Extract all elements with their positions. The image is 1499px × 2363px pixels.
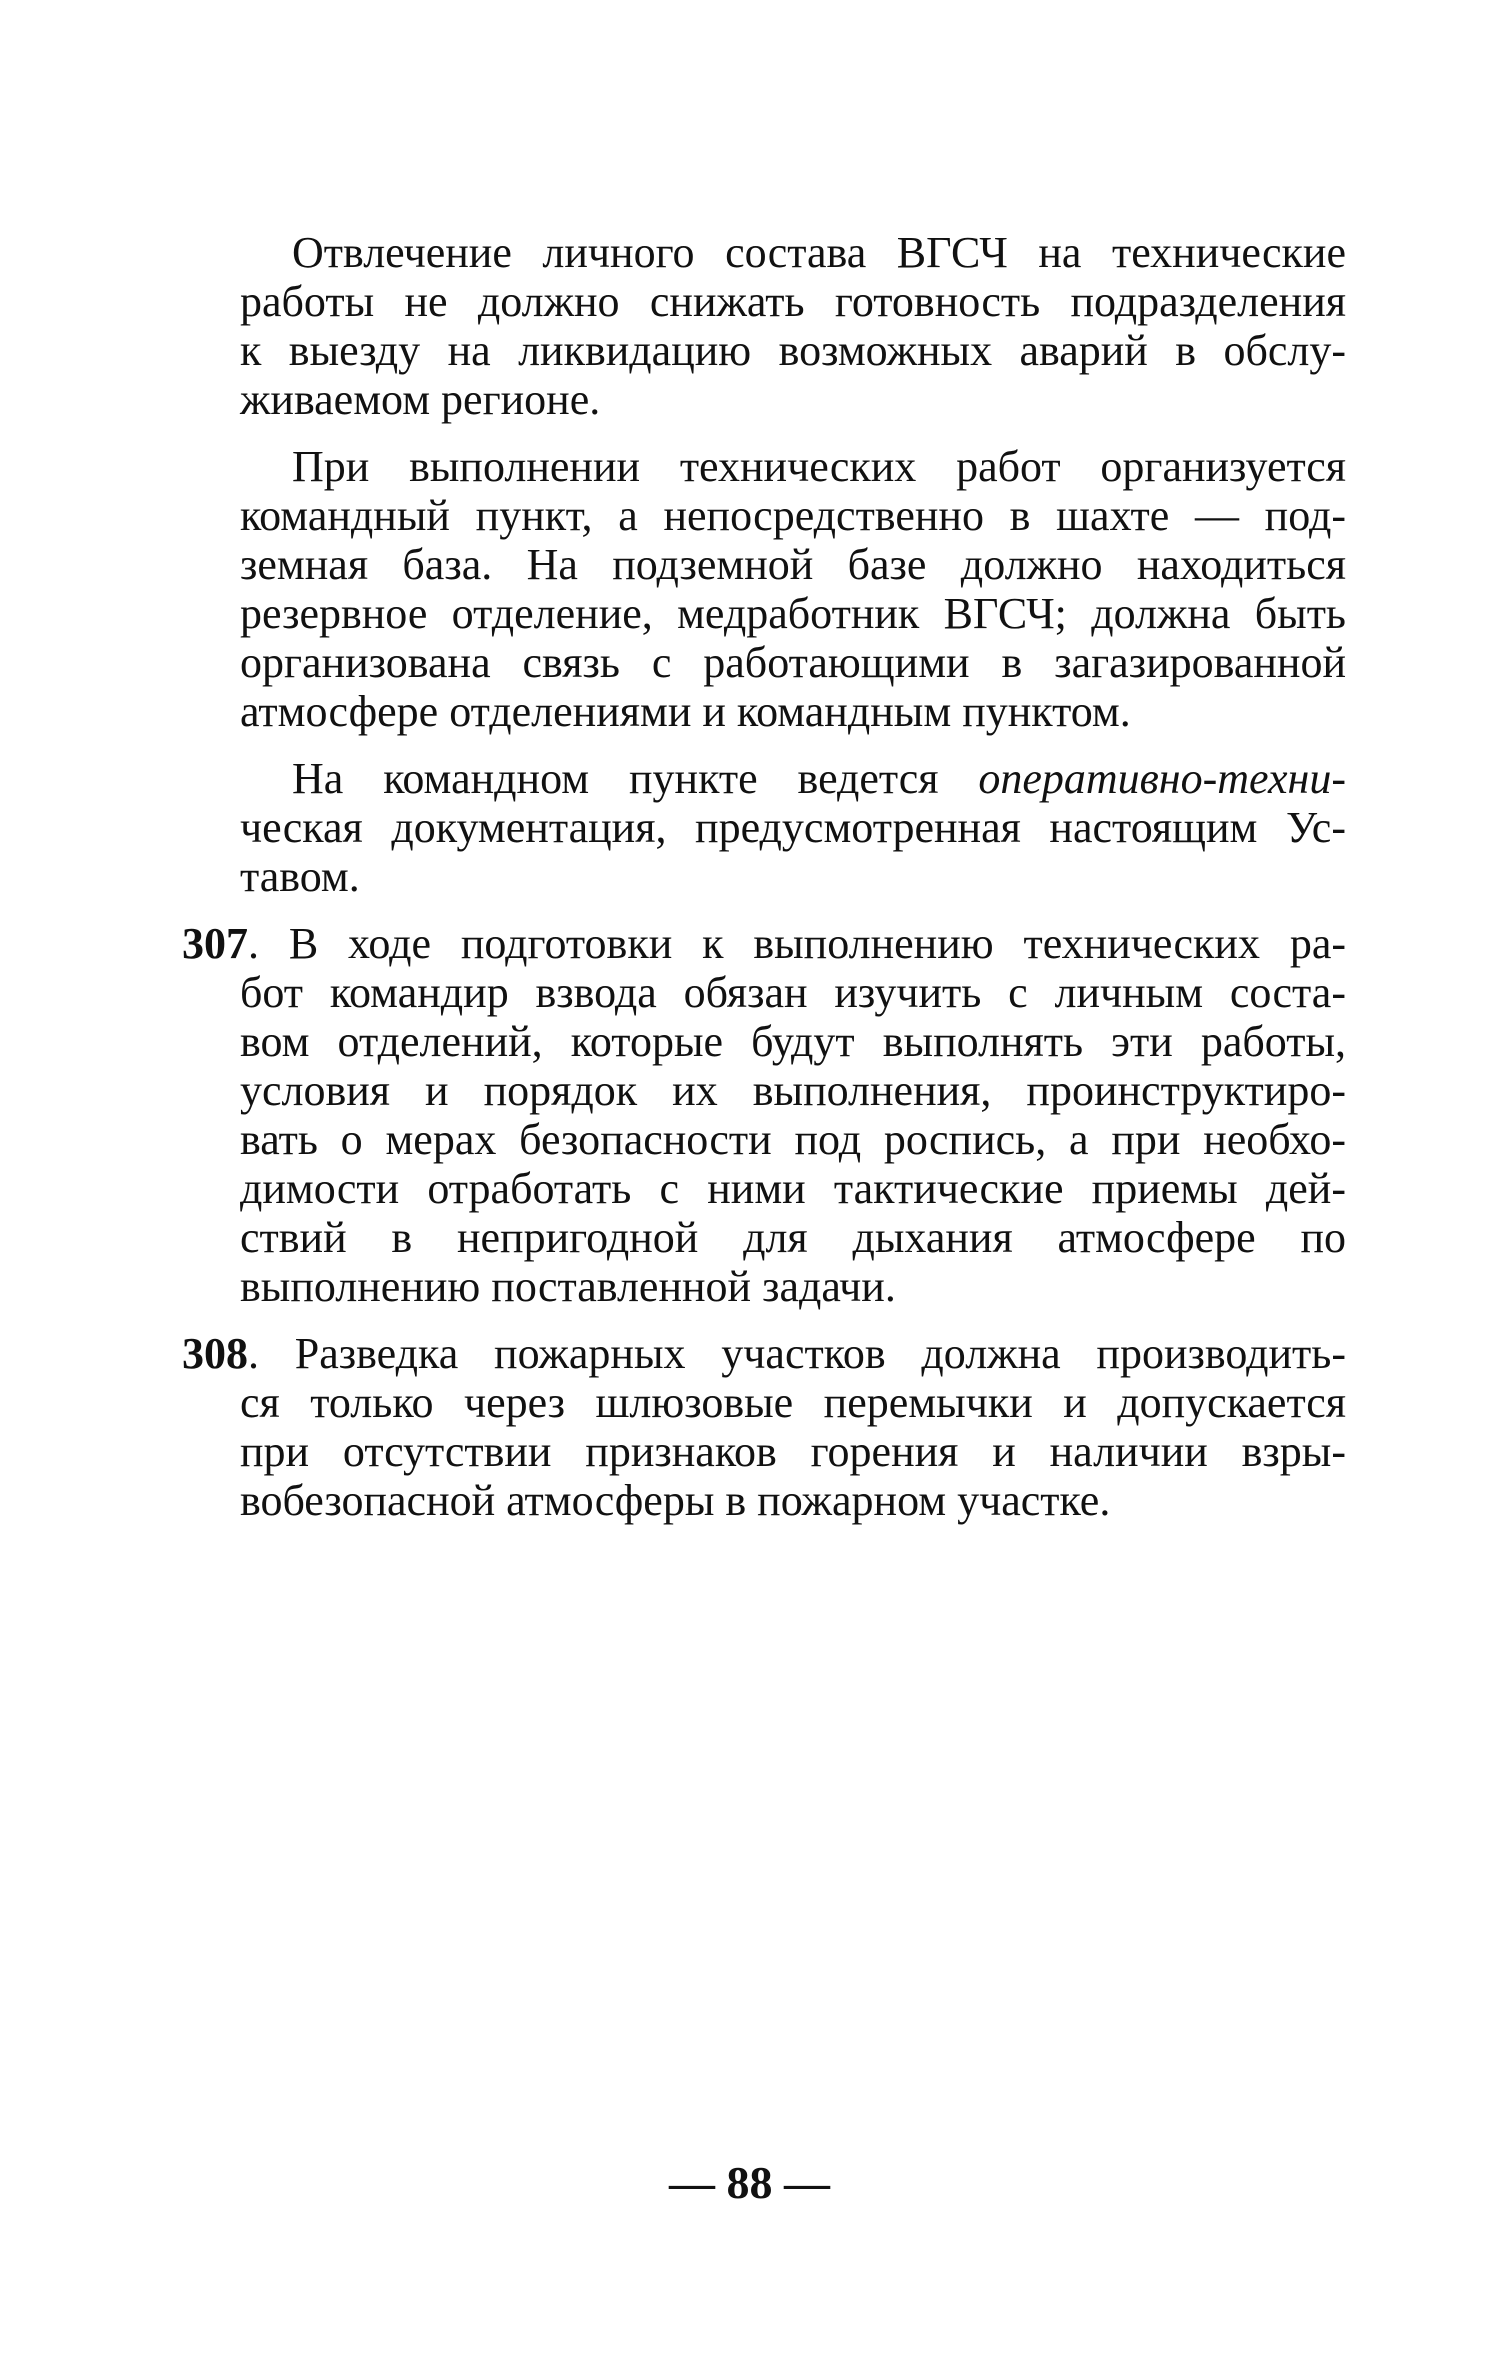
text-line bbox=[240, 754, 1346, 803]
text-line: живаемом регионе. bbox=[240, 375, 601, 424]
text-line: При выполнении технических работ организуется bbox=[292, 442, 1346, 491]
text-line: вом отделений, которые будут выполнять эти работы, bbox=[240, 1017, 1346, 1066]
paragraph-command-post bbox=[240, 442, 1346, 736]
text-line: к выезду на ликвидацию возможных аварий в обслу- bbox=[240, 326, 1346, 375]
text-line: вобезопасной атмосферы в пожарном участке. bbox=[240, 1476, 1111, 1525]
clause-number: 308 bbox=[182, 1329, 248, 1378]
text-plain: На командном пункте ведется bbox=[292, 754, 979, 803]
text-line: земная база. На подземной базе должно находиться bbox=[240, 540, 1346, 589]
paragraph-documentation bbox=[240, 754, 1346, 901]
clause-307 bbox=[182, 919, 1346, 1311]
text-line: командный пункт, а непосредственно в шахте — под- bbox=[240, 491, 1346, 540]
text-line: вать о мерах безопасности под роспись, а при необхо- bbox=[240, 1115, 1346, 1164]
text-plain: . В ходе подготовки к выполнению технических ра- bbox=[248, 919, 1346, 968]
clause-308 bbox=[182, 1329, 1346, 1525]
text-line: условия и порядок их выполнения, проинструктиро- bbox=[240, 1066, 1346, 1115]
text-italic: оперативно-техни- bbox=[978, 754, 1346, 803]
text-line: организована связь с работающими в загазированной bbox=[240, 638, 1346, 687]
text-line: работы не должно снижать готовность подразделения bbox=[240, 277, 1346, 326]
text-line: ся только через шлюзовые перемычки и допускается bbox=[240, 1378, 1346, 1427]
text-plain: . Разведка пожарных участков должна производить- bbox=[248, 1329, 1346, 1378]
text-line: атмосфере отделениями и командным пунктом. bbox=[240, 687, 1131, 736]
text-line bbox=[182, 919, 1346, 968]
clause-number: 307 bbox=[182, 919, 248, 968]
text-line: бот командир взвода обязан изучить с личным соста- bbox=[240, 968, 1346, 1017]
paragraph-diversion bbox=[240, 228, 1346, 424]
text-line: димости отработать с ними тактические приемы дей- bbox=[240, 1164, 1346, 1213]
text-line: тавом. bbox=[240, 852, 360, 901]
text-line: выполнению поставленной задачи. bbox=[240, 1262, 896, 1311]
text-line: ствий в непригодной для дыхания атмосфере по bbox=[240, 1213, 1346, 1262]
page-number: — 88 — bbox=[669, 2157, 830, 2208]
page-body bbox=[182, 228, 1346, 1541]
text-line: при отсутствии признаков горения и наличии взры- bbox=[240, 1427, 1346, 1476]
text-line bbox=[182, 1329, 1346, 1378]
text-line: Отвлечение личного состава ВГСЧ на технические bbox=[292, 228, 1346, 277]
text-line: резервное отделение, медработник ВГСЧ; должна быть bbox=[240, 589, 1346, 638]
text-line: ческая документация, предусмотренная настоящим Ус- bbox=[240, 803, 1346, 852]
